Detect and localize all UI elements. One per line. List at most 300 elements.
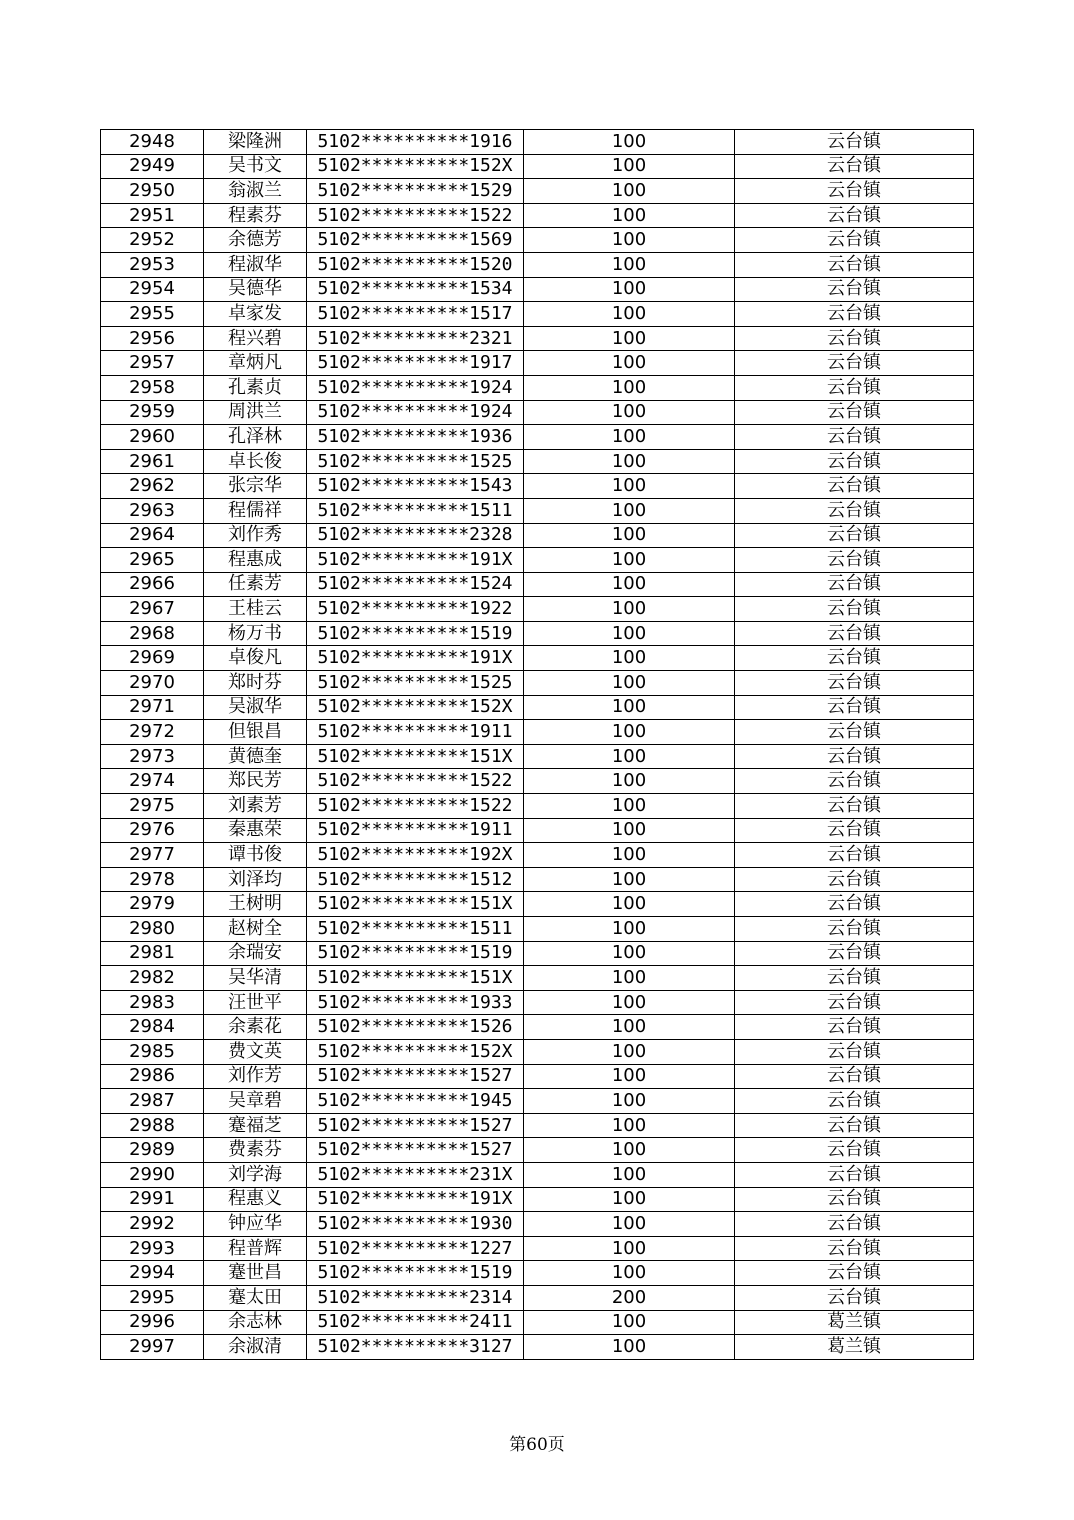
name-cell: 杨万书 [204, 621, 307, 646]
table-row [101, 867, 974, 892]
table-row [101, 1285, 974, 1310]
id-number-cell: 5102**********1511 [307, 498, 524, 523]
row-number-cell: 2948 [101, 130, 204, 155]
row-number-cell: 2991 [101, 1187, 204, 1212]
table-row [101, 203, 974, 228]
row-number-cell: 2981 [101, 941, 204, 966]
id-number-cell: 5102**********1933 [307, 990, 524, 1015]
table-row [101, 449, 974, 474]
row-number-cell: 2956 [101, 326, 204, 351]
town-cell: 云台镇 [735, 154, 974, 179]
town-cell: 云台镇 [735, 621, 974, 646]
town-cell: 云台镇 [735, 1015, 974, 1040]
table-row [101, 1089, 974, 1114]
name-cell: 刘作秀 [204, 523, 307, 548]
row-number-cell: 2970 [101, 671, 204, 696]
name-cell: 卓家发 [204, 302, 307, 327]
id-number-cell: 5102**********1527 [307, 1064, 524, 1089]
amount-cell: 100 [524, 1064, 735, 1089]
records-table [100, 129, 974, 1360]
amount-cell: 100 [524, 498, 735, 523]
town-cell: 云台镇 [735, 1162, 974, 1187]
town-cell: 云台镇 [735, 351, 974, 376]
name-cell: 程普辉 [204, 1236, 307, 1261]
amount-cell: 100 [524, 228, 735, 253]
town-cell: 云台镇 [735, 474, 974, 499]
amount-cell: 100 [524, 523, 735, 548]
amount-cell: 100 [524, 425, 735, 450]
town-cell: 云台镇 [735, 203, 974, 228]
name-cell: 程兴碧 [204, 326, 307, 351]
id-number-cell: 5102**********1519 [307, 621, 524, 646]
name-cell: 孔泽林 [204, 425, 307, 450]
name-cell: 费素芬 [204, 1138, 307, 1163]
table-row [101, 1335, 974, 1360]
amount-cell: 100 [524, 720, 735, 745]
town-cell: 云台镇 [735, 1285, 974, 1310]
id-number-cell: 5102**********1911 [307, 720, 524, 745]
amount-cell: 100 [524, 252, 735, 277]
amount-cell: 100 [524, 646, 735, 671]
id-number-cell: 5102**********1527 [307, 1113, 524, 1138]
town-cell: 云台镇 [735, 917, 974, 942]
amount-cell: 100 [524, 474, 735, 499]
id-number-cell: 5102**********152X [307, 695, 524, 720]
name-cell: 王树明 [204, 892, 307, 917]
table-row [101, 277, 974, 302]
table-row [101, 917, 974, 942]
table-row [101, 400, 974, 425]
id-number-cell: 5102**********1936 [307, 425, 524, 450]
id-number-cell: 5102**********3127 [307, 1335, 524, 1360]
row-number-cell: 2957 [101, 351, 204, 376]
amount-cell: 100 [524, 1039, 735, 1064]
table-row [101, 818, 974, 843]
table-row [101, 228, 974, 253]
amount-cell: 100 [524, 621, 735, 646]
row-number-cell: 2969 [101, 646, 204, 671]
name-cell: 吴德华 [204, 277, 307, 302]
row-number-cell: 2994 [101, 1261, 204, 1286]
town-cell: 云台镇 [735, 130, 974, 155]
id-number-cell: 5102**********1916 [307, 130, 524, 155]
table-row [101, 843, 974, 868]
row-number-cell: 2990 [101, 1162, 204, 1187]
id-number-cell: 5102**********1522 [307, 203, 524, 228]
town-cell: 云台镇 [735, 1089, 974, 1114]
name-cell: 卓长俊 [204, 449, 307, 474]
amount-cell: 100 [524, 941, 735, 966]
row-number-cell: 2977 [101, 843, 204, 868]
name-cell: 程淑华 [204, 252, 307, 277]
amount-cell: 100 [524, 1187, 735, 1212]
row-number-cell: 2961 [101, 449, 204, 474]
name-cell: 刘作芳 [204, 1064, 307, 1089]
town-cell: 云台镇 [735, 252, 974, 277]
table-row [101, 1310, 974, 1335]
name-cell: 汪世平 [204, 990, 307, 1015]
town-cell: 云台镇 [735, 326, 974, 351]
id-number-cell: 5102**********1511 [307, 917, 524, 942]
amount-cell: 100 [524, 1236, 735, 1261]
id-number-cell: 5102**********1534 [307, 277, 524, 302]
row-number-cell: 2963 [101, 498, 204, 523]
table-row [101, 597, 974, 622]
table-row [101, 1015, 974, 1040]
name-cell: 程素芬 [204, 203, 307, 228]
id-number-cell: 5102**********1526 [307, 1015, 524, 1040]
id-number-cell: 5102**********1519 [307, 941, 524, 966]
id-number-cell: 5102**********2411 [307, 1310, 524, 1335]
name-cell: 蹇福芝 [204, 1113, 307, 1138]
name-cell: 程儒祥 [204, 498, 307, 523]
name-cell: 吴章碧 [204, 1089, 307, 1114]
amount-cell: 100 [524, 671, 735, 696]
table-row [101, 1212, 974, 1237]
table-row [101, 252, 974, 277]
id-number-cell: 5102**********151X [307, 744, 524, 769]
town-cell: 云台镇 [735, 1261, 974, 1286]
name-cell: 吴淑华 [204, 695, 307, 720]
name-cell: 余德芳 [204, 228, 307, 253]
table-row [101, 375, 974, 400]
id-number-cell: 5102**********151X [307, 966, 524, 991]
id-number-cell: 5102**********191X [307, 548, 524, 573]
id-number-cell: 5102**********192X [307, 843, 524, 868]
amount-cell: 100 [524, 1162, 735, 1187]
table-row [101, 621, 974, 646]
amount-cell: 100 [524, 818, 735, 843]
row-number-cell: 2960 [101, 425, 204, 450]
id-number-cell: 5102**********1924 [307, 375, 524, 400]
town-cell: 云台镇 [735, 498, 974, 523]
name-cell: 周洪兰 [204, 400, 307, 425]
name-cell: 余素花 [204, 1015, 307, 1040]
name-cell: 郑时芬 [204, 671, 307, 696]
id-number-cell: 5102**********1930 [307, 1212, 524, 1237]
row-number-cell: 2978 [101, 867, 204, 892]
town-cell: 云台镇 [735, 990, 974, 1015]
table-row [101, 523, 974, 548]
id-number-cell: 5102**********1945 [307, 1089, 524, 1114]
town-cell: 云台镇 [735, 744, 974, 769]
id-number-cell: 5102**********152X [307, 154, 524, 179]
table-row [101, 572, 974, 597]
id-number-cell: 5102**********1227 [307, 1236, 524, 1261]
town-cell: 云台镇 [735, 1212, 974, 1237]
row-number-cell: 2996 [101, 1310, 204, 1335]
id-number-cell: 5102**********1569 [307, 228, 524, 253]
table-row [101, 941, 974, 966]
row-number-cell: 2951 [101, 203, 204, 228]
town-cell: 云台镇 [735, 375, 974, 400]
row-number-cell: 2958 [101, 375, 204, 400]
table-row [101, 1039, 974, 1064]
name-cell: 余瑞安 [204, 941, 307, 966]
name-cell: 费文英 [204, 1039, 307, 1064]
id-number-cell: 5102**********1524 [307, 572, 524, 597]
row-number-cell: 2953 [101, 252, 204, 277]
town-cell: 云台镇 [735, 597, 974, 622]
id-number-cell: 5102**********1924 [307, 400, 524, 425]
row-number-cell: 2997 [101, 1335, 204, 1360]
row-number-cell: 2967 [101, 597, 204, 622]
id-number-cell: 5102**********1525 [307, 671, 524, 696]
table-row [101, 302, 974, 327]
town-cell: 云台镇 [735, 572, 974, 597]
table-row [101, 154, 974, 179]
amount-cell: 100 [524, 277, 735, 302]
row-number-cell: 2992 [101, 1212, 204, 1237]
name-cell: 余志林 [204, 1310, 307, 1335]
town-cell: 云台镇 [735, 769, 974, 794]
amount-cell: 100 [524, 695, 735, 720]
town-cell: 云台镇 [735, 720, 974, 745]
name-cell: 郑民芳 [204, 769, 307, 794]
table-row [101, 498, 974, 523]
row-number-cell: 2952 [101, 228, 204, 253]
name-cell: 但银昌 [204, 720, 307, 745]
row-number-cell: 2980 [101, 917, 204, 942]
name-cell: 刘素芳 [204, 794, 307, 819]
town-cell: 云台镇 [735, 1236, 974, 1261]
name-cell: 余淑清 [204, 1335, 307, 1360]
table-row [101, 326, 974, 351]
town-cell: 云台镇 [735, 400, 974, 425]
amount-cell: 100 [524, 597, 735, 622]
name-cell: 孔素贞 [204, 375, 307, 400]
id-number-cell: 5102**********1911 [307, 818, 524, 843]
table-row [101, 720, 974, 745]
amount-cell: 100 [524, 302, 735, 327]
id-number-cell: 5102**********1517 [307, 302, 524, 327]
row-number-cell: 2950 [101, 179, 204, 204]
row-number-cell: 2988 [101, 1113, 204, 1138]
town-cell: 云台镇 [735, 302, 974, 327]
row-number-cell: 2993 [101, 1236, 204, 1261]
name-cell: 吴书文 [204, 154, 307, 179]
name-cell: 蹇世昌 [204, 1261, 307, 1286]
amount-cell: 100 [524, 1261, 735, 1286]
amount-cell: 100 [524, 375, 735, 400]
table-row [101, 130, 974, 155]
table-row [101, 769, 974, 794]
table-row [101, 990, 974, 1015]
row-number-cell: 2989 [101, 1138, 204, 1163]
table-row [101, 1236, 974, 1261]
amount-cell: 100 [524, 154, 735, 179]
town-cell: 云台镇 [735, 277, 974, 302]
amount-cell: 100 [524, 744, 735, 769]
id-number-cell: 5102**********2321 [307, 326, 524, 351]
table-row [101, 425, 974, 450]
row-number-cell: 2976 [101, 818, 204, 843]
name-cell: 秦惠荣 [204, 818, 307, 843]
id-number-cell: 5102**********1522 [307, 769, 524, 794]
town-cell: 葛兰镇 [735, 1335, 974, 1360]
town-cell: 云台镇 [735, 228, 974, 253]
table-row [101, 744, 974, 769]
id-number-cell: 5102**********152X [307, 1039, 524, 1064]
records-table-body [101, 130, 974, 1360]
row-number-cell: 2973 [101, 744, 204, 769]
amount-cell: 100 [524, 1113, 735, 1138]
id-number-cell: 5102**********1529 [307, 179, 524, 204]
table-row [101, 695, 974, 720]
name-cell: 吴华清 [204, 966, 307, 991]
page-number: 第60页 [509, 1435, 565, 1455]
name-cell: 任素芳 [204, 572, 307, 597]
name-cell: 翁淑兰 [204, 179, 307, 204]
amount-cell: 100 [524, 966, 735, 991]
name-cell: 程惠义 [204, 1187, 307, 1212]
id-number-cell: 5102**********1519 [307, 1261, 524, 1286]
name-cell: 刘泽均 [204, 867, 307, 892]
id-number-cell: 5102**********1512 [307, 867, 524, 892]
id-number-cell: 5102**********1543 [307, 474, 524, 499]
town-cell: 云台镇 [735, 794, 974, 819]
table-row [101, 646, 974, 671]
row-number-cell: 2983 [101, 990, 204, 1015]
town-cell: 云台镇 [735, 892, 974, 917]
row-number-cell: 2984 [101, 1015, 204, 1040]
town-cell: 云台镇 [735, 1187, 974, 1212]
amount-cell: 100 [524, 400, 735, 425]
town-cell: 云台镇 [735, 1113, 974, 1138]
town-cell: 云台镇 [735, 179, 974, 204]
id-number-cell: 5102**********1522 [307, 794, 524, 819]
town-cell: 云台镇 [735, 695, 974, 720]
table-row [101, 892, 974, 917]
id-number-cell: 5102**********1520 [307, 252, 524, 277]
table-row [101, 966, 974, 991]
table-row [101, 1113, 974, 1138]
town-cell: 云台镇 [735, 941, 974, 966]
row-number-cell: 2959 [101, 400, 204, 425]
amount-cell: 100 [524, 130, 735, 155]
amount-cell: 100 [524, 843, 735, 868]
amount-cell: 100 [524, 769, 735, 794]
town-cell: 云台镇 [735, 1039, 974, 1064]
amount-cell: 100 [524, 351, 735, 376]
amount-cell: 100 [524, 572, 735, 597]
town-cell: 云台镇 [735, 843, 974, 868]
table-row [101, 1064, 974, 1089]
town-cell: 云台镇 [735, 646, 974, 671]
row-number-cell: 2971 [101, 695, 204, 720]
amount-cell: 100 [524, 990, 735, 1015]
row-number-cell: 2964 [101, 523, 204, 548]
row-number-cell: 2995 [101, 1285, 204, 1310]
name-cell: 程惠成 [204, 548, 307, 573]
name-cell: 卓俊凡 [204, 646, 307, 671]
row-number-cell: 2954 [101, 277, 204, 302]
town-cell: 云台镇 [735, 818, 974, 843]
row-number-cell: 2985 [101, 1039, 204, 1064]
id-number-cell: 5102**********191X [307, 1187, 524, 1212]
name-cell: 梁隆洲 [204, 130, 307, 155]
amount-cell: 100 [524, 326, 735, 351]
town-cell: 云台镇 [735, 966, 974, 991]
amount-cell: 100 [524, 548, 735, 573]
name-cell: 刘学海 [204, 1162, 307, 1187]
amount-cell: 200 [524, 1285, 735, 1310]
amount-cell: 100 [524, 1015, 735, 1040]
row-number-cell: 2986 [101, 1064, 204, 1089]
amount-cell: 100 [524, 449, 735, 474]
row-number-cell: 2974 [101, 769, 204, 794]
name-cell: 张宗华 [204, 474, 307, 499]
table-row [101, 179, 974, 204]
table-row [101, 1162, 974, 1187]
row-number-cell: 2968 [101, 621, 204, 646]
name-cell: 章炳凡 [204, 351, 307, 376]
town-cell: 云台镇 [735, 523, 974, 548]
amount-cell: 100 [524, 794, 735, 819]
amount-cell: 100 [524, 917, 735, 942]
table-row [101, 1138, 974, 1163]
row-number-cell: 2972 [101, 720, 204, 745]
id-number-cell: 5102**********151X [307, 892, 524, 917]
name-cell: 赵树全 [204, 917, 307, 942]
amount-cell: 100 [524, 203, 735, 228]
row-number-cell: 2955 [101, 302, 204, 327]
amount-cell: 100 [524, 1138, 735, 1163]
id-number-cell: 5102**********2328 [307, 523, 524, 548]
id-number-cell: 5102**********191X [307, 646, 524, 671]
row-number-cell: 2979 [101, 892, 204, 917]
amount-cell: 100 [524, 179, 735, 204]
town-cell: 云台镇 [735, 1064, 974, 1089]
name-cell: 黄德奎 [204, 744, 307, 769]
row-number-cell: 2962 [101, 474, 204, 499]
amount-cell: 100 [524, 1089, 735, 1114]
table-row [101, 1261, 974, 1286]
town-cell: 云台镇 [735, 425, 974, 450]
amount-cell: 100 [524, 1212, 735, 1237]
row-number-cell: 2966 [101, 572, 204, 597]
table-row [101, 671, 974, 696]
town-cell: 云台镇 [735, 867, 974, 892]
town-cell: 云台镇 [735, 671, 974, 696]
amount-cell: 100 [524, 867, 735, 892]
town-cell: 葛兰镇 [735, 1310, 974, 1335]
id-number-cell: 5102**********1922 [307, 597, 524, 622]
id-number-cell: 5102**********2314 [307, 1285, 524, 1310]
table-row [101, 548, 974, 573]
amount-cell: 100 [524, 1310, 735, 1335]
table-row [101, 1187, 974, 1212]
id-number-cell: 5102**********1527 [307, 1138, 524, 1163]
amount-cell: 100 [524, 1335, 735, 1360]
row-number-cell: 2987 [101, 1089, 204, 1114]
id-number-cell: 5102**********1525 [307, 449, 524, 474]
amount-cell: 100 [524, 892, 735, 917]
table-row [101, 351, 974, 376]
row-number-cell: 2975 [101, 794, 204, 819]
name-cell: 钟应华 [204, 1212, 307, 1237]
row-number-cell: 2982 [101, 966, 204, 991]
row-number-cell: 2949 [101, 154, 204, 179]
table-row [101, 474, 974, 499]
id-number-cell: 5102**********1917 [307, 351, 524, 376]
name-cell: 王桂云 [204, 597, 307, 622]
table-row [101, 794, 974, 819]
town-cell: 云台镇 [735, 449, 974, 474]
name-cell: 谭书俊 [204, 843, 307, 868]
row-number-cell: 2965 [101, 548, 204, 573]
name-cell: 蹇太田 [204, 1285, 307, 1310]
